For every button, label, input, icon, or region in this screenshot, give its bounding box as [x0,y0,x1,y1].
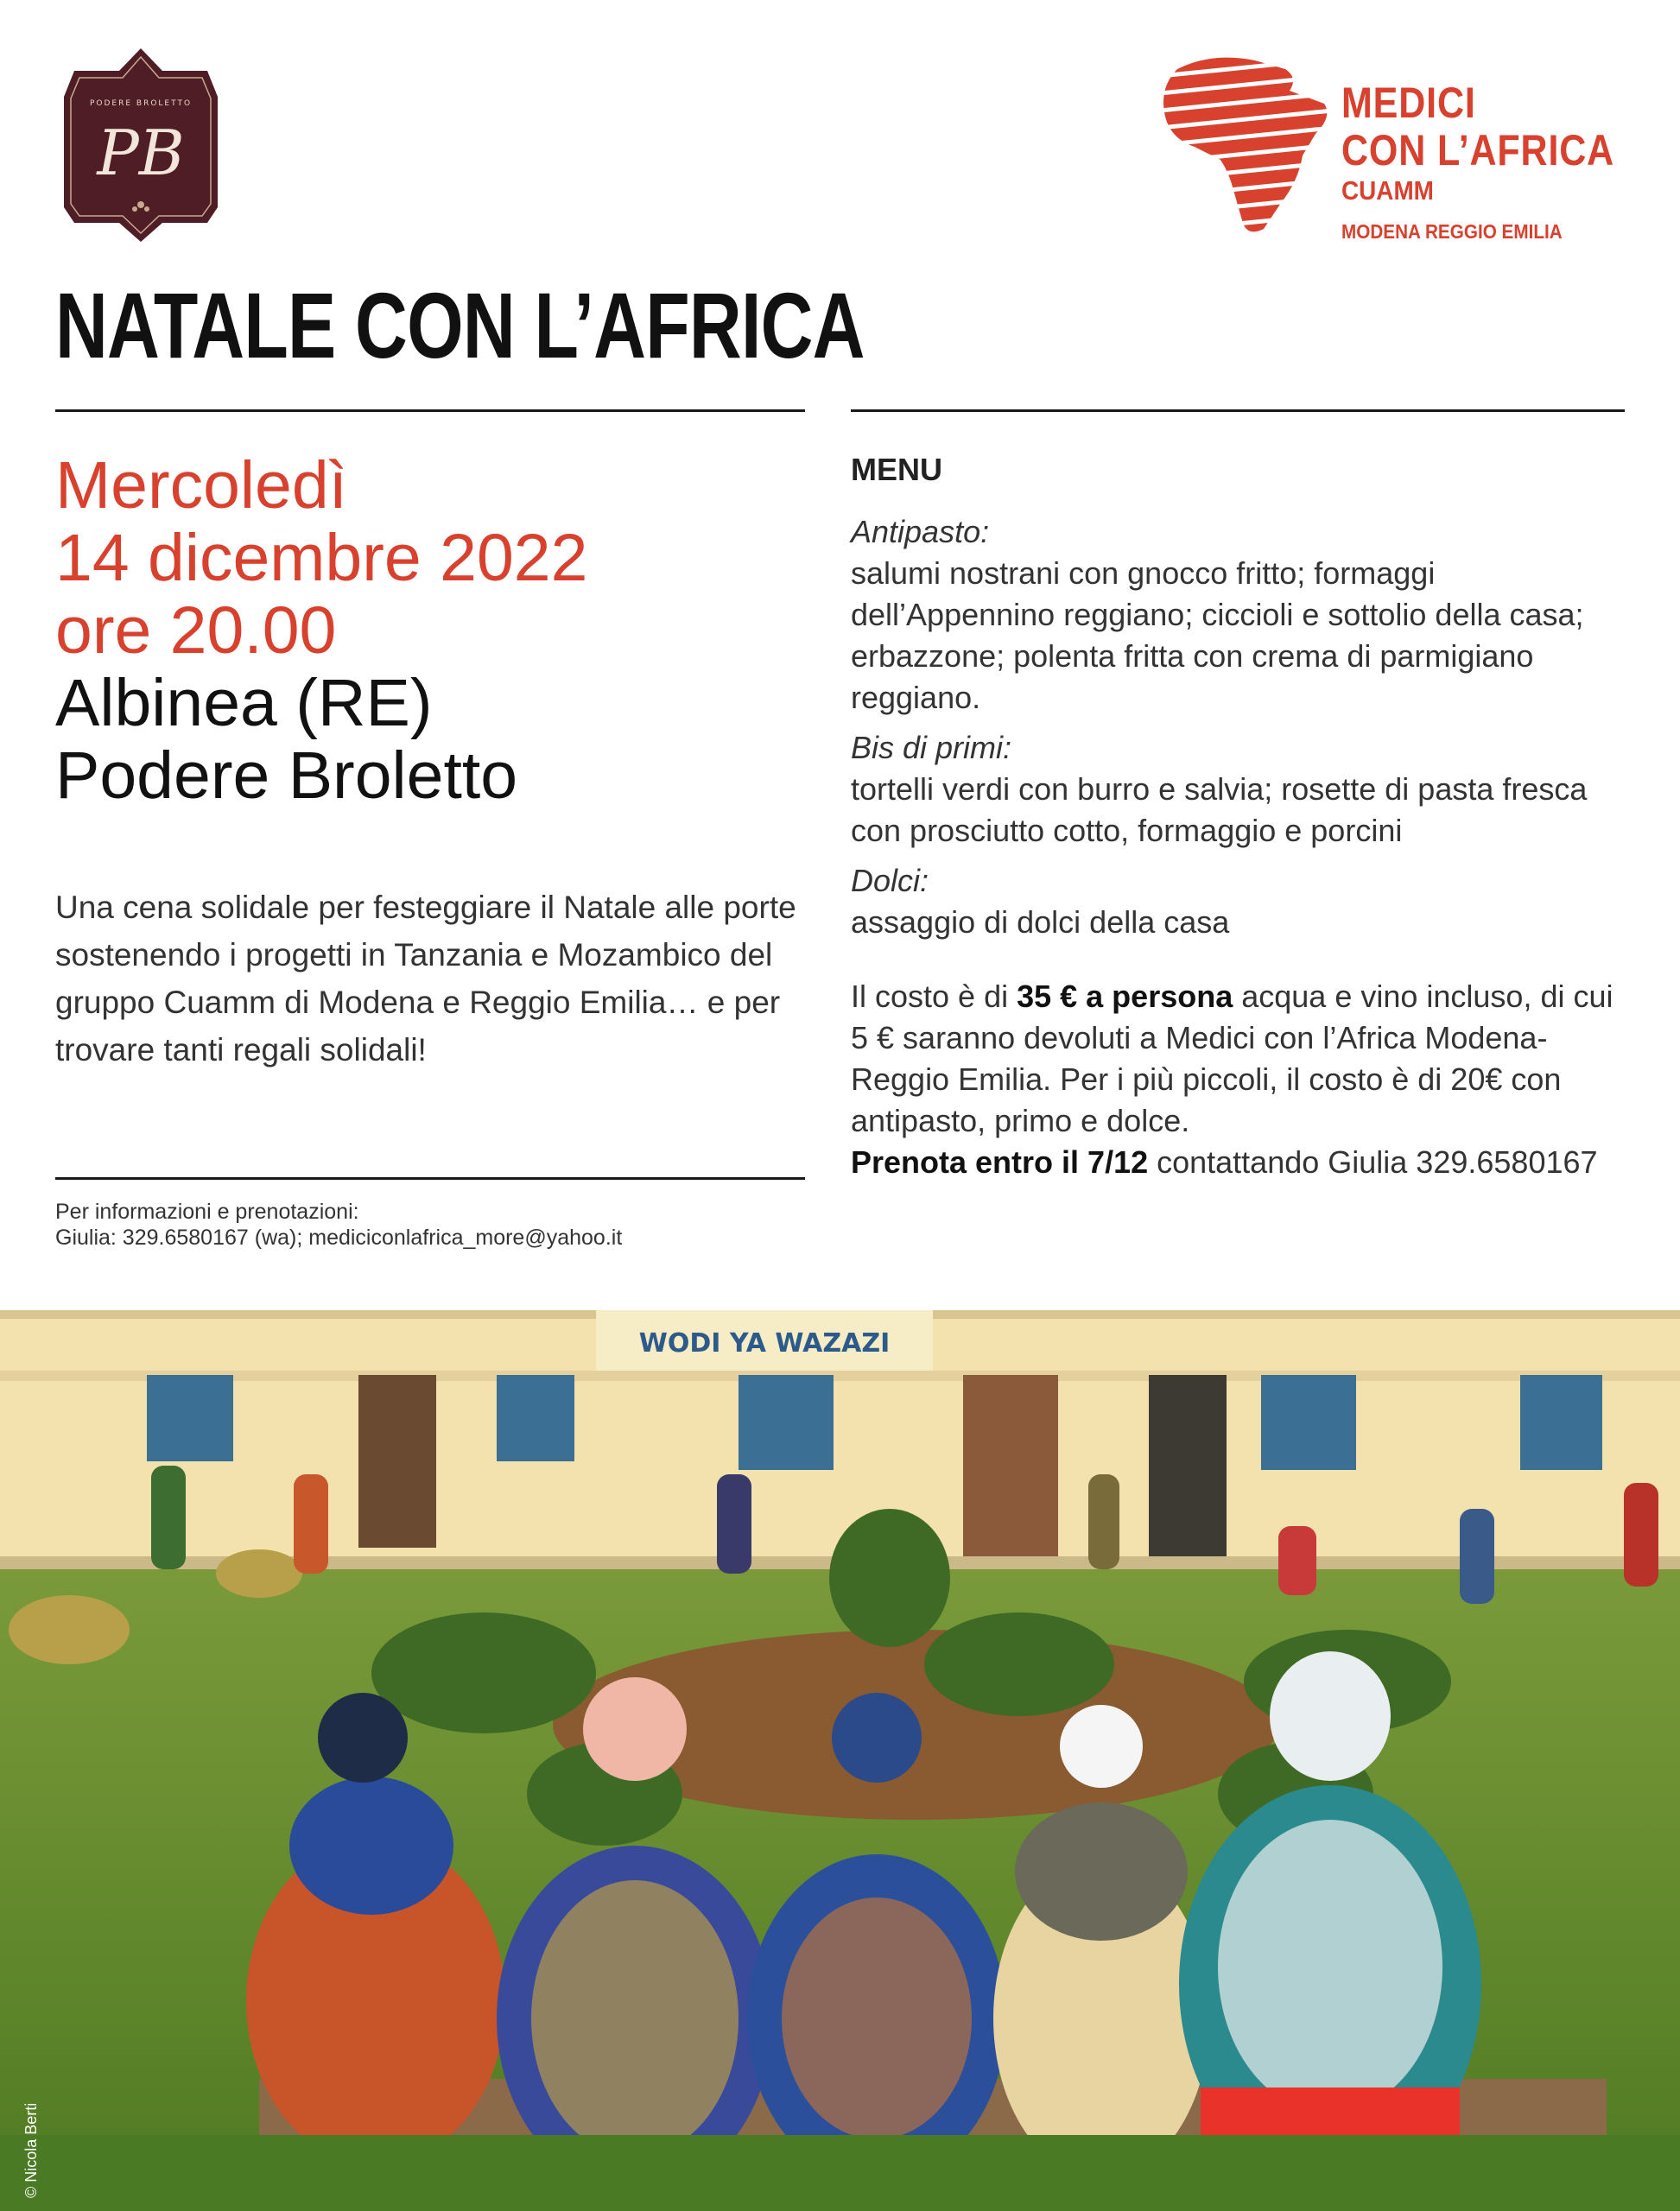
menu-category-primi: Bis di primi: [851,730,1012,765]
event-day: Mercoledì [55,448,348,523]
booking-contact: contattando Giulia 329.6580167 [1148,1144,1598,1180]
menu-category-antipasto: Antipasto: [851,514,990,549]
event-place: Albinea (RE) [55,666,433,740]
photo-credit: © Nicola Berti [22,2102,40,2198]
logo-line-medici: MEDICI [1341,79,1476,127]
event-photo [0,1310,1680,2211]
logo-line-con-lafrica: CON L’AFRICA [1341,126,1615,174]
price-per-person: 35 € a persona [1017,979,1233,1014]
divider-right-top [851,409,1625,412]
info-contacts: Giulia: 329.6580167 (wa); mediciconlafrica_more@yahoo.it [55,1226,623,1250]
podere-broletto-logo [60,45,221,245]
building-sign: WODI YA WAZAZI [638,1328,891,1359]
logo-line-cuamm: CUAMM [1341,175,1434,206]
divider-left-bottom [55,1177,805,1180]
medici-con-lafrica-logo [1341,79,1659,244]
page-title: NATALE CON L’AFRICA [55,273,865,377]
africa-map-icon [1160,52,1333,238]
menu-items-dolci: assaggio di dolci della casa [851,904,1230,940]
menu-items-primi: tortelli verdi con burro e salvia; rosette di pasta fresca con prosciutto cotto, formaggio e porcini [851,771,1588,848]
intro-paragraph: Una cena solidale per festeggiare il Natale alle porte sostenendo i progetti in Tanzania e Mozambico del gruppo Cuamm di Modena e Reggio Emilia… e per trovare tanti regali solidali! [55,890,796,1067]
price-text-1: Il costo è di [851,979,1018,1014]
divider-left-top [55,409,805,412]
menu-items-antipasto: salumi nostrani con gnocco fritto; formaggi dell’Appennino reggiano; ciccioli e sottolio della casa; erbazzone; polenta fritta con crema di parmigiano reggiano. [851,555,1584,715]
booking-info [55,1199,622,1251]
event-date: 14 dicembre 2022 [55,521,588,595]
logo-line-region: MODENA REGGIO EMILIA [1341,220,1563,243]
menu-category-dolci: Dolci: [851,863,929,898]
event-time: ore 20.00 [55,593,337,668]
menu-heading: MENU [851,452,942,487]
pricing-paragraph [851,976,1628,1183]
event-venue: Podere Broletto [55,738,518,813]
price-text-2: acqua e vino incluso, di cui 5 € saranno devoluti a Medici con l’Africa Modena-Reggio Emilia. Per i più piccoli, il costo è di 20€ con antipasto, primo e dolce. [851,979,1613,1138]
menu-section [851,449,1628,1183]
logo-monogram: PB [97,117,185,189]
info-heading: Per informazioni e prenotazioni: [55,1200,359,1224]
event-details [55,449,587,812]
booking-deadline: Prenota entro il 7/12 [851,1144,1149,1180]
logo-arc-text: PODERE BROLETTO [89,99,193,108]
